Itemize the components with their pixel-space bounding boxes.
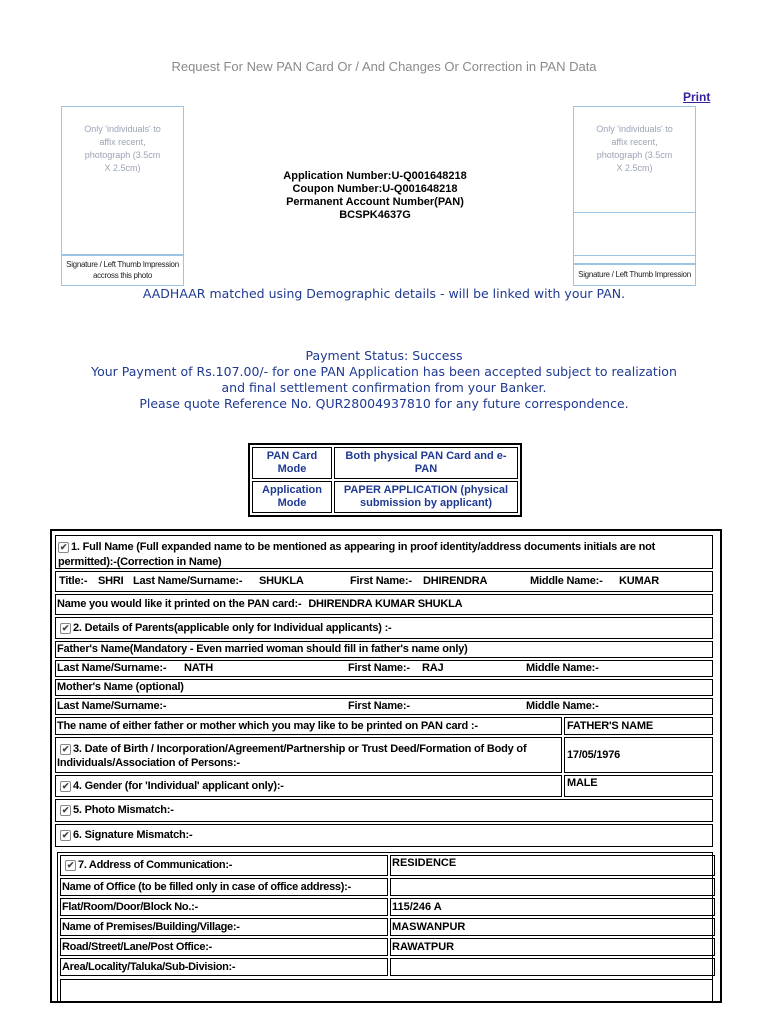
- office-value-cell: [390, 878, 715, 896]
- payment-message: [0, 348, 768, 412]
- print-name-label: Name you would like it printed on the PAN card:-: [57, 598, 302, 610]
- road-value-cell: [390, 938, 715, 956]
- mother-middle-label: Middle Name:-: [526, 700, 599, 712]
- signature-mismatch-label: 6. Signature Mismatch:-: [73, 829, 193, 841]
- father-last-value: NATH: [184, 662, 213, 674]
- middle-name-value: KUMAR: [619, 575, 659, 587]
- mother-heading-row: [55, 679, 713, 696]
- payment-line-3: Please quote Reference No. QUR28004937810 for any future correspondence.: [139, 396, 629, 411]
- parent-print-value: FATHER'S NAME: [567, 720, 653, 732]
- flat-label-cell: [60, 898, 388, 916]
- dob-label: 3. Date of Birth / Incorporation/Agreement/Partnership or Trust Deed/Formation of Body of Individuals/Association of Persons:-: [57, 743, 527, 769]
- print-link[interactable]: Print: [683, 90, 711, 104]
- area-value-cell: [390, 958, 715, 976]
- first-name-value: DHIRENDRA: [423, 575, 488, 587]
- parents-heading-row: [55, 617, 713, 639]
- pan-label: Permanent Account Number(PAN): [286, 196, 464, 208]
- mother-heading: Mother's Name (optional): [57, 681, 184, 693]
- father-first-value: RAJ: [422, 662, 444, 674]
- last-name-label: Last Name/Surname:-: [133, 575, 243, 587]
- payment-status: Payment Status: Success: [305, 348, 463, 363]
- area-label-cell: [60, 958, 388, 976]
- office-label-cell: [60, 878, 388, 896]
- payment-line-2: and final settlement confirmation from your Banker.: [221, 380, 547, 395]
- gender-label: 4. Gender (for 'Individual' applicant only):-: [73, 780, 284, 792]
- mode-table: [248, 443, 522, 517]
- address-comm-label-cell: [60, 855, 388, 876]
- application-info: [255, 170, 495, 222]
- premises-value-cell: [390, 918, 715, 936]
- gender-value: MALE: [567, 777, 598, 789]
- signature-caption-left: Signature / Left Thumb Impression accross this photo: [66, 260, 179, 280]
- area-label: Area/Locality/Taluka/Sub-Division:-: [62, 961, 236, 973]
- application-mode-label: Application Mode: [252, 481, 332, 513]
- father-middle-label: Middle Name:-: [526, 662, 599, 674]
- full-name-heading-row: [55, 535, 713, 569]
- signature-caption-right: Signature / Left Thumb Impression: [578, 270, 691, 279]
- flat-value-cell: [390, 898, 715, 916]
- last-name-value: SHUKLA: [259, 575, 304, 587]
- gender-value-cell: [564, 775, 713, 797]
- print-name-row: [55, 594, 713, 615]
- premises-value: MASWANPUR: [392, 921, 466, 933]
- road-value: RAWATPUR: [392, 941, 455, 953]
- mother-name-row: [55, 698, 713, 715]
- mother-last-label: Last Name/Surname:-: [57, 700, 167, 712]
- address-section: [57, 852, 713, 1003]
- photo-instruction-left: Only 'individuals' to affix recent, photograph (3.5cm X 2.5cm): [84, 124, 161, 173]
- father-heading: Father's Name(Mandatory - Even married woman should fill in father's name only): [57, 643, 468, 655]
- office-label: Name of Office (to be filled only in case of office address):-: [62, 881, 351, 893]
- address-comm-value: RESIDENCE: [392, 857, 457, 869]
- address-extra-row: [60, 979, 713, 1003]
- middle-name-label: Middle Name:-: [530, 575, 603, 587]
- checkbox-icon[interactable]: ✔: [61, 805, 70, 815]
- mother-first-label: First Name:-: [348, 700, 410, 712]
- photo-instruction-right: Only 'individuals' to affix recent, photograph (3.5cm X 2.5cm): [596, 124, 673, 173]
- signature-box-left: [61, 254, 184, 286]
- name-row: [55, 571, 713, 592]
- address-comm-label: 7. Address of Communication:-: [78, 859, 233, 871]
- gender-label-cell: [55, 775, 562, 797]
- application-form: [50, 529, 722, 1003]
- parent-print-label: The name of either father or mother which you may like to be printed on PAN card :-: [57, 720, 478, 732]
- title-value: SHRI: [98, 575, 124, 587]
- signature-box-right: [573, 264, 696, 286]
- coupon-number: Coupon Number:U-Q001648218: [292, 183, 458, 195]
- road-label: Road/Street/Lane/Post Office:-: [62, 941, 212, 953]
- photo-box-left: [61, 106, 184, 256]
- page-title: Request For New PAN Card Or / And Changes Or Correction in PAN Data: [171, 59, 597, 74]
- father-heading-row: [55, 641, 713, 658]
- pan-value: BCSPK4637G: [339, 209, 411, 221]
- checkbox-icon[interactable]: ✔: [59, 542, 68, 552]
- pan-card-mode-label: PAN Card Mode: [252, 447, 332, 479]
- father-first-label: First Name:-: [348, 662, 410, 674]
- checkbox-icon[interactable]: ✔: [66, 860, 75, 870]
- dob-value: 17/05/1976: [567, 749, 621, 761]
- premises-label: Name of Premises/Building/Village:-: [62, 921, 240, 933]
- application-number: Application Number:U-Q001648218: [283, 170, 467, 182]
- road-label-cell: [60, 938, 388, 956]
- payment-line-1: Your Payment of Rs.107.00/- for one PAN Application has been accepted subject to realization: [91, 364, 677, 379]
- checkbox-icon[interactable]: ✔: [61, 744, 70, 754]
- photo-mismatch-row: [55, 799, 713, 822]
- full-name-heading: 1. Full Name (Full expanded name to be mentioned as appearing in proof identity/address documents initials are not permitted):-(Correction in Name): [58, 541, 656, 568]
- parent-print-value-cell: [564, 717, 713, 735]
- first-name-label: First Name:-: [350, 575, 412, 587]
- signature-mismatch-row: [55, 824, 713, 847]
- application-mode-value: PAPER APPLICATION (physical submission by applicant): [334, 481, 518, 513]
- address-comm-value-cell: [390, 855, 715, 876]
- photo-mismatch-label: 5. Photo Mismatch:-: [73, 804, 174, 816]
- father-name-row: [55, 660, 713, 677]
- aadhaar-message: AADHAAR matched using Demographic details - will be linked with your PAN.: [142, 286, 626, 301]
- checkbox-icon[interactable]: ✔: [61, 623, 70, 633]
- flat-label: Flat/Room/Door/Block No.:-: [62, 901, 198, 913]
- pan-card-mode-value: Both physical PAN Card and e-PAN: [334, 447, 518, 479]
- flat-value: 115/246 A: [392, 901, 442, 913]
- signature-area-right: [573, 212, 696, 264]
- dob-label-cell: [55, 737, 562, 773]
- parent-print-label-cell: [55, 717, 562, 735]
- checkbox-icon[interactable]: ✔: [61, 830, 70, 840]
- print-name-value: DHIRENDRA KUMAR SHUKLA: [308, 598, 463, 610]
- title-label: Title:-: [59, 575, 88, 587]
- father-last-label: Last Name/Surname:-: [57, 662, 167, 674]
- parents-heading: 2. Details of Parents(applicable only for Individual applicants) :-: [73, 622, 392, 634]
- dob-value-cell: [564, 737, 713, 773]
- premises-label-cell: [60, 918, 388, 936]
- checkbox-icon[interactable]: ✔: [61, 781, 70, 791]
